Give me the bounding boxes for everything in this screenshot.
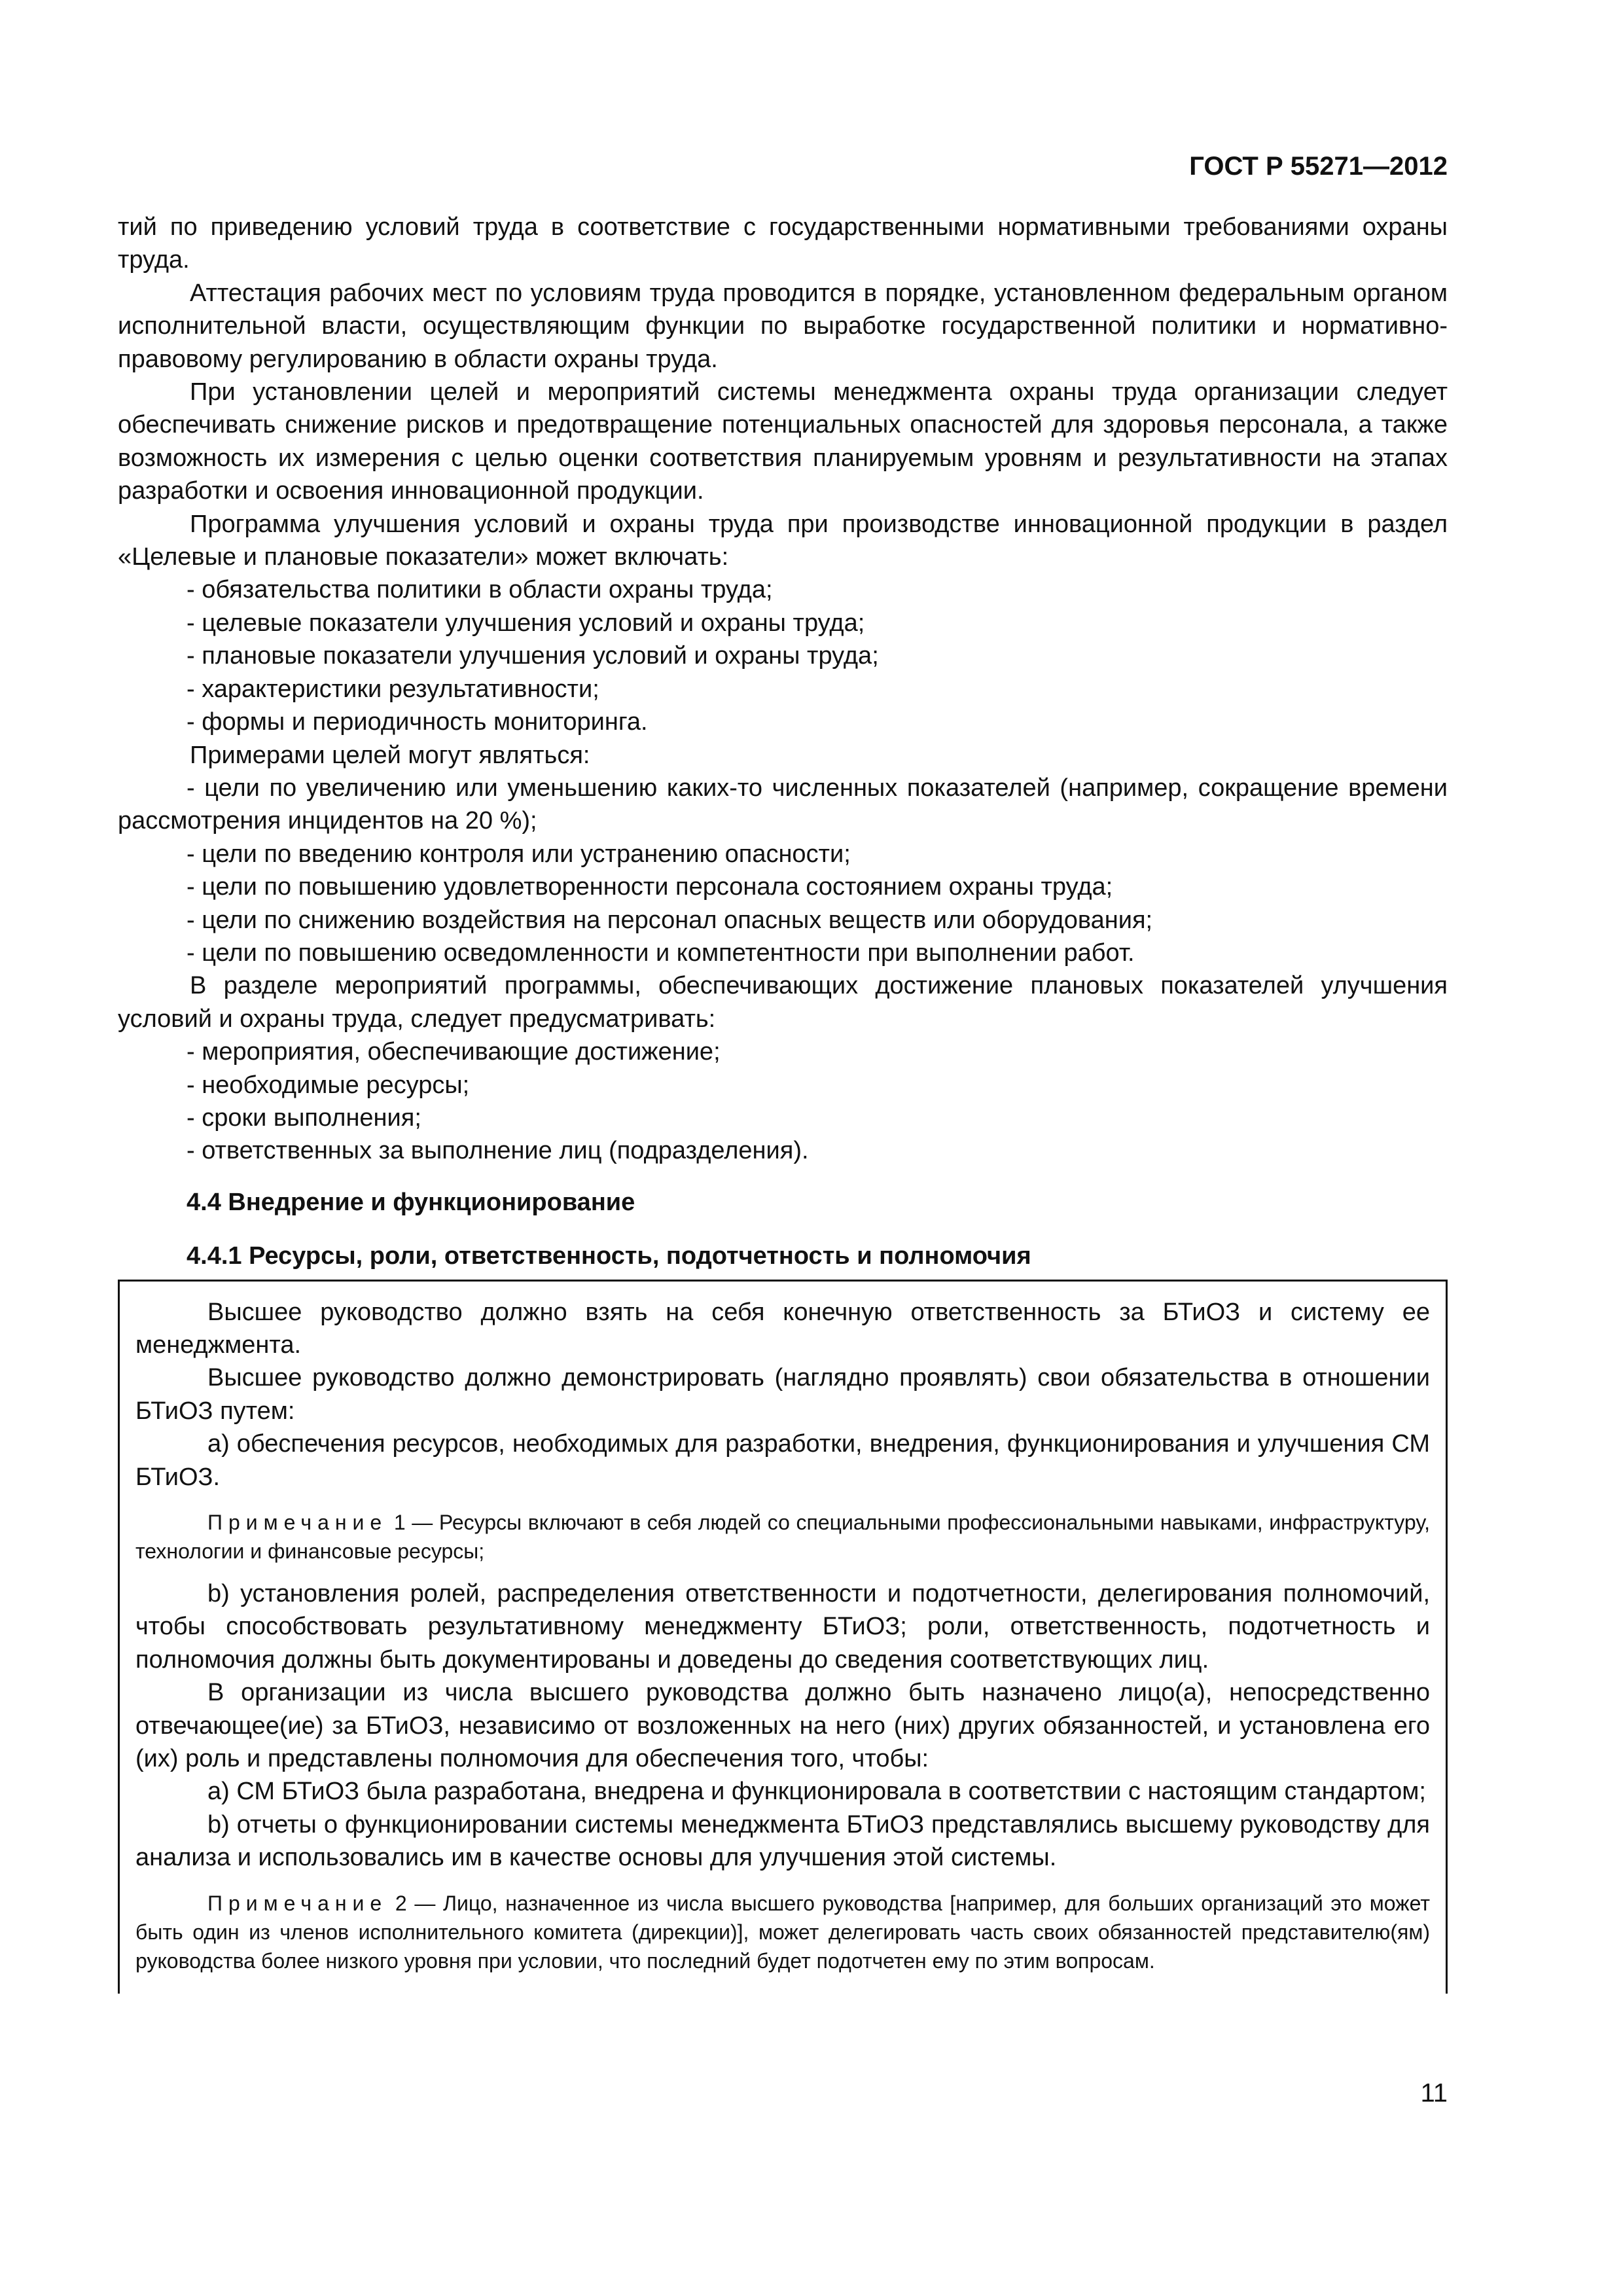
list-item: - цели по введению контроля или устранению опасности; xyxy=(187,840,851,868)
list-item: - цели по повышению удовлетворенности персонала состоянием охраны труда; xyxy=(187,873,1113,901)
list-item: - сроки выполнения; xyxy=(187,1103,421,1132)
note-text: 2 — Лицо, назначенное из числа высшего руководства [например, для больших организаций это может быть один из членов исполнительного комитета (дирекции)], может делегировать часть своих обязанностей представителю(ям) руководства более низкого уровня при условии, что последний будет подотчетен ему по этим вопросам. xyxy=(135,1891,1430,1973)
paragraph: Аттестация рабочих мест по условиям труда проводится в порядке, установленном федеральным органом исполнительной власти, осуществляющим функции по выработке государственной политики и нормативно-правовому регулированию в области охраны труда. xyxy=(118,279,1448,373)
box-paragraph: Высшее руководство должно демонстрировать (наглядно проявлять) свои обязательства в отношении БТиОЗ путем: xyxy=(135,1364,1430,1425)
box-paragraph: b) отчеты о функционировании системы менеджмента БТиОЗ представлялись высшему руководству для анализа и использовались им в качестве основы для улучшения этой системы. xyxy=(135,1810,1430,1872)
section-heading-4-4-1: 4.4.1 Ресурсы, роли, ответственность, подотчетность и полномочия xyxy=(187,1242,1031,1270)
list-item: - плановые показатели улучшения условий и охраны труда; xyxy=(187,642,879,670)
list-item: - целевые показатели улучшения условий и охраны труда; xyxy=(187,609,865,637)
box-paragraph: b) установления ролей, распределения ответственности и подотчетности, делегирования полномочий, чтобы способствовать результативному менеджменту БТиОЗ; роли, ответственность, подотчетность и полномочия должны быть документированы и доведены до сведения соответствующих лиц. xyxy=(135,1580,1430,1674)
page-body xyxy=(118,211,1448,1994)
paragraph: тий по приведению условий труда в соответствие с государственными нормативными требованиями охраны труда. xyxy=(118,213,1448,274)
box-paragraph: a) обеспечения ресурсов, необходимых для разработки, внедрения, функционирования и улучшения СМ БТиОЗ. xyxy=(135,1430,1430,1491)
note-text: 1 — Ресурсы включают в себя людей со специальными профессиональными навыками, инфраструктуру, технологии и финансовые ресурсы; xyxy=(135,1511,1430,1564)
box-paragraph: Высшее руководство должно взять на себя конечную ответственность за БТиОЗ и систему ее менеджмента. xyxy=(135,1298,1430,1359)
paragraph: При установлении целей и мероприятий системы менеджмента охраны труда организации следует обеспечивать снижение рисков и предотвращение потенциальных опасностей для здоровья персонала, а также возможность их измерения с целью оценки соответствия планируемым уровням и результативности на этапах разработки и освоения инновационной продукции. xyxy=(118,378,1448,505)
note-2 xyxy=(135,1889,1430,1975)
section-heading-4-4: 4.4 Внедрение и функционирование xyxy=(187,1188,635,1216)
note-1 xyxy=(135,1508,1430,1566)
list-item: - необходимые ресурсы; xyxy=(187,1071,470,1099)
list-item: - ответственных за выполнение лиц (подразделения). xyxy=(187,1137,809,1165)
list-item: - цели по повышению осведомленности и компетентности при выполнении работ. xyxy=(187,939,1135,967)
list-item: - цели по снижению воздействия на персонал опасных веществ или оборудования; xyxy=(187,906,1153,934)
box-paragraph: В организации из числа высшего руководства должно быть назначено лицо(а), непосредственно отвечающее(ие) за БТиОЗ, независимо от возложенных на него (них) других обязанностей, и установлена его (их) роль и представлены полномочия для обеспечения того, чтобы: xyxy=(135,1679,1430,1773)
paragraph: Примерами целей могут являться: xyxy=(190,741,590,769)
standard-text-box xyxy=(118,1280,1448,1994)
page-number: 11 xyxy=(1420,2079,1448,2108)
document-code-header: ГОСТ Р 55271—2012 xyxy=(1189,152,1448,181)
list-item: - формы и периодичность мониторинга. xyxy=(187,708,648,736)
note-label: Примечание xyxy=(207,1511,388,1535)
box-paragraph: a) СМ БТиОЗ была разработана, внедрена и функционировала в соответствии с настоящим стандартом; xyxy=(207,1778,1426,1806)
list-item: - характеристики результативности; xyxy=(187,675,599,703)
list-item: - цели по увеличению или уменьшению каких-то численных показателей (например, сокращение времени рассмотрения инцидентов на 20 %); xyxy=(118,774,1448,835)
note-label: Примечание xyxy=(207,1891,388,1915)
list-item: - обязательства политики в области охраны труда; xyxy=(187,576,773,604)
paragraph: Программа улучшения условий и охраны труда при производстве инновационной продукции в раздел «Целевые и плановые показатели» может включать: xyxy=(118,510,1448,571)
list-item: - мероприятия, обеспечивающие достижение; xyxy=(187,1038,721,1066)
paragraph: В разделе мероприятий программы, обеспечивающих достижение плановых показателей улучшения условий и охраны труда, следует предусматривать: xyxy=(118,972,1448,1033)
